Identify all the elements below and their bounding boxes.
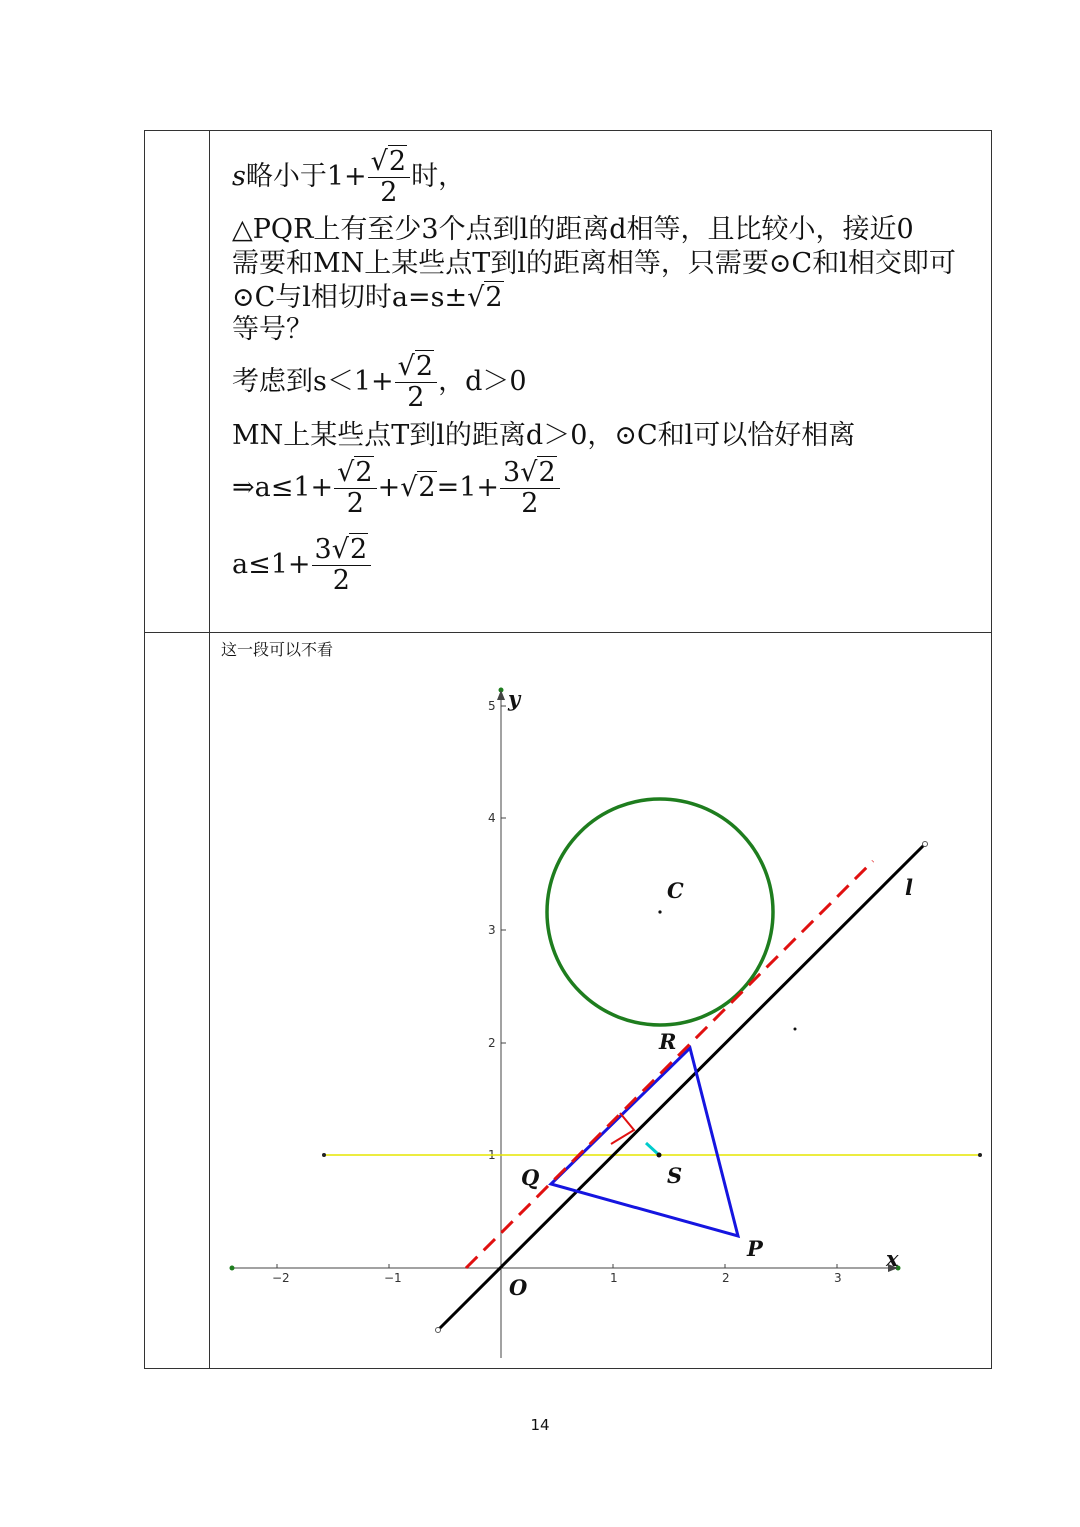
line-endpoint [436,1328,441,1333]
math-line-7: MN上某些点T到l的距离d＞0，⊙C和l可以恰好相离 [232,420,856,451]
y-axis-arrow [497,690,505,700]
x-ticks [277,1264,837,1268]
text-segment: ⇒a≤1+ [232,472,334,503]
y-ticks [501,706,506,1155]
label-p: P [747,1236,763,1261]
text-segment: + [377,472,401,503]
label-q: Q [521,1165,540,1190]
text-segment: ⊙C与l相切时a=s± [232,282,468,313]
math-line-5: 等号？ [232,314,313,345]
fraction: $\frac{√2}{2}$ [334,458,376,519]
label-origin: O [509,1275,528,1300]
y-tick-label: 1 [488,1148,496,1162]
point [978,1153,982,1157]
dashed-parallel-line [466,861,873,1268]
x-tick-label: 2 [722,1271,730,1285]
x-tick-label: 3 [834,1271,842,1285]
math-line-2: △PQR上有至少3个点到l的距离d相等，且比较小，接近0 [232,214,914,245]
fraction: $\frac{3√2}{2}$ [312,535,372,596]
page-number: 14 [530,1416,550,1434]
cyan-segment [646,1143,658,1154]
x-tick-label: 1 [610,1271,618,1285]
y-tick-label: 3 [488,923,496,937]
label-c: C [667,878,684,903]
point [794,1028,797,1031]
text-segment: ，d＞0 [438,366,527,397]
y-tick-label: 2 [488,1036,496,1050]
fraction: $\frac{3√2}{2}$ [500,458,560,519]
label-y-axis: y [508,686,521,711]
text-segment: 略小于1+ [245,161,367,192]
fraction: $\frac{√2}{2}$ [395,352,437,413]
triangle-pqr [551,1048,738,1236]
point [322,1153,326,1157]
line-l [438,844,925,1330]
label-s: S [667,1163,683,1188]
axis-end-point [230,1266,235,1271]
x-tick-label: −1 [384,1271,402,1285]
sqrt: √2 [467,282,503,313]
y-tick-label: 5 [488,699,496,713]
var-s: s [232,161,246,192]
text-segment: 时， [411,161,466,192]
text-segment: =1+ [436,472,500,503]
text-segment: a≤1+ [232,549,311,580]
fraction: $\frac{√2}{2}$ [368,147,410,208]
label-l: l [905,875,913,900]
line-endpoint [923,842,928,847]
text-segment: 考虑到s＜1+ [232,366,394,397]
note-text: 这一段可以不看 [221,640,334,659]
y-tick-label: 4 [488,811,496,825]
x-tick-label: −2 [272,1271,290,1285]
point-s [657,1153,662,1158]
label-x-axis: x [886,1246,899,1271]
center-c [658,910,661,913]
math-line-3: 需要和MN上某些点T到l的距离相等，只需要⊙C和l相交即可 [232,248,956,279]
label-r: R [659,1029,677,1054]
sqrt: √2 [400,472,436,503]
